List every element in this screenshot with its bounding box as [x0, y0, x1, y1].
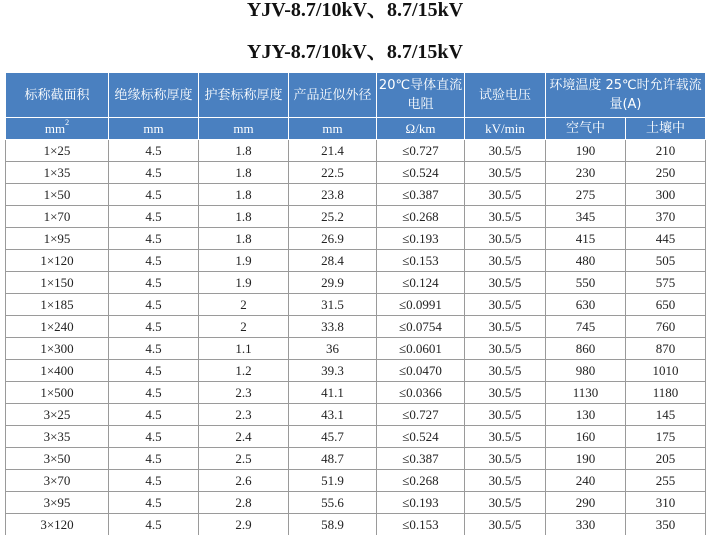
cell-diameter: 26.9 [289, 228, 377, 250]
cell-ampacity-air: 415 [546, 228, 626, 250]
cell-ampacity-air: 130 [546, 404, 626, 426]
cell-voltage: 30.5/5 [465, 470, 546, 492]
cell-ampacity-soil: 350 [626, 514, 706, 536]
cell-insulation: 4.5 [109, 162, 199, 184]
cell-sheath: 2.5 [199, 448, 289, 470]
cell-area: 1×300 [6, 338, 109, 360]
cell-sheath: 1.1 [199, 338, 289, 360]
cell-sheath: 1.8 [199, 184, 289, 206]
table-row [6, 448, 706, 470]
cell-area: 1×25 [6, 140, 109, 162]
cell-sheath: 2.8 [199, 492, 289, 514]
cell-ampacity-soil: 870 [626, 338, 706, 360]
cell-resistance: ≤0.524 [377, 426, 465, 448]
table-row [6, 206, 706, 228]
cell-diameter: 36 [289, 338, 377, 360]
table-row [6, 404, 706, 426]
header-diameter: 产品近似外径 [289, 73, 377, 118]
cell-insulation: 4.5 [109, 338, 199, 360]
cell-ampacity-soil: 370 [626, 206, 706, 228]
cell-ampacity-soil: 1180 [626, 382, 706, 404]
cell-voltage: 30.5/5 [465, 140, 546, 162]
cell-resistance: ≤0.0991 [377, 294, 465, 316]
cell-resistance: ≤0.727 [377, 140, 465, 162]
cell-ampacity-air: 290 [546, 492, 626, 514]
cell-diameter: 43.1 [289, 404, 377, 426]
header-row [6, 73, 706, 118]
header-area: 标称截面积 [6, 73, 109, 118]
cell-ampacity-soil: 175 [626, 426, 706, 448]
table-row [6, 492, 706, 514]
unit-voltage: kV/min [465, 118, 546, 140]
cell-insulation: 4.5 [109, 206, 199, 228]
cell-voltage: 30.5/5 [465, 162, 546, 184]
cell-insulation: 4.5 [109, 492, 199, 514]
table-row [6, 382, 706, 404]
cell-voltage: 30.5/5 [465, 448, 546, 470]
cell-area: 3×25 [6, 404, 109, 426]
cell-resistance: ≤0.0754 [377, 316, 465, 338]
cell-sheath: 2.6 [199, 470, 289, 492]
unit-resistance: Ω/km [377, 118, 465, 140]
unit-sheath: mm [199, 118, 289, 140]
header-resistance: 20℃导体直流电阻 [377, 73, 465, 118]
table-body [6, 140, 706, 536]
cell-sheath: 1.2 [199, 360, 289, 382]
cell-ampacity-soil: 300 [626, 184, 706, 206]
cell-resistance: ≤0.387 [377, 448, 465, 470]
cell-diameter: 23.8 [289, 184, 377, 206]
table-row [6, 250, 706, 272]
cell-voltage: 30.5/5 [465, 426, 546, 448]
cell-area: 1×70 [6, 206, 109, 228]
header-voltage: 试验电压 [465, 73, 546, 118]
cell-ampacity-soil: 650 [626, 294, 706, 316]
cell-voltage: 30.5/5 [465, 316, 546, 338]
cell-diameter: 51.9 [289, 470, 377, 492]
cell-insulation: 4.5 [109, 470, 199, 492]
cell-resistance: ≤0.524 [377, 162, 465, 184]
cell-resistance: ≤0.727 [377, 404, 465, 426]
cell-voltage: 30.5/5 [465, 492, 546, 514]
cell-area: 1×120 [6, 250, 109, 272]
table-row [6, 316, 706, 338]
header-insulation: 绝缘标称厚度 [109, 73, 199, 118]
cell-resistance: ≤0.153 [377, 514, 465, 536]
cell-diameter: 28.4 [289, 250, 377, 272]
unit-soil: 土壤中 [626, 118, 706, 140]
cell-ampacity-air: 550 [546, 272, 626, 294]
cell-ampacity-soil: 505 [626, 250, 706, 272]
cell-ampacity-air: 190 [546, 140, 626, 162]
cell-area: 3×35 [6, 426, 109, 448]
cell-resistance: ≤0.0601 [377, 338, 465, 360]
cell-insulation: 4.5 [109, 294, 199, 316]
unit-area-sup: 2 [65, 118, 70, 127]
cell-sheath: 1.8 [199, 206, 289, 228]
cell-ampacity-air: 275 [546, 184, 626, 206]
cell-area: 1×185 [6, 294, 109, 316]
cell-diameter: 45.7 [289, 426, 377, 448]
cell-resistance: ≤0.268 [377, 206, 465, 228]
cell-area: 1×240 [6, 316, 109, 338]
cell-ampacity-air: 160 [546, 426, 626, 448]
cell-ampacity-air: 330 [546, 514, 626, 536]
table-row [6, 228, 706, 250]
cell-ampacity-air: 745 [546, 316, 626, 338]
cell-ampacity-air: 980 [546, 360, 626, 382]
cell-diameter: 33.8 [289, 316, 377, 338]
cell-insulation: 4.5 [109, 404, 199, 426]
title-yjy: YJY-8.7/10kV、8.7/15kV [247, 41, 463, 63]
cell-insulation: 4.5 [109, 360, 199, 382]
cell-area: 1×50 [6, 184, 109, 206]
cell-diameter: 29.9 [289, 272, 377, 294]
cell-ampacity-soil: 250 [626, 162, 706, 184]
header-ampacity: 环境温度 25℃时允许载流量(A) [546, 73, 706, 118]
cell-sheath: 1.9 [199, 272, 289, 294]
title-yjv: YJV-8.7/10kV、8.7/15kV [246, 0, 464, 21]
cell-ampacity-air: 860 [546, 338, 626, 360]
cell-diameter: 48.7 [289, 448, 377, 470]
cell-sheath: 2.4 [199, 426, 289, 448]
header-sheath: 护套标称厚度 [199, 73, 289, 118]
cell-diameter: 25.2 [289, 206, 377, 228]
cell-insulation: 4.5 [109, 140, 199, 162]
cell-sheath: 2.3 [199, 404, 289, 426]
cell-diameter: 41.1 [289, 382, 377, 404]
cell-insulation: 4.5 [109, 448, 199, 470]
cable-spec-table [5, 72, 706, 535]
cell-sheath: 1.8 [199, 162, 289, 184]
cell-voltage: 30.5/5 [465, 250, 546, 272]
cell-ampacity-soil: 445 [626, 228, 706, 250]
cell-insulation: 4.5 [109, 382, 199, 404]
table-row [6, 162, 706, 184]
cell-voltage: 30.5/5 [465, 382, 546, 404]
cell-sheath: 2 [199, 316, 289, 338]
cell-insulation: 4.5 [109, 316, 199, 338]
cell-insulation: 4.5 [109, 426, 199, 448]
cell-area: 1×400 [6, 360, 109, 382]
cell-resistance: ≤0.193 [377, 228, 465, 250]
cell-resistance: ≤0.0470 [377, 360, 465, 382]
cell-diameter: 22.5 [289, 162, 377, 184]
cell-area: 1×150 [6, 272, 109, 294]
cell-sheath: 2.3 [199, 382, 289, 404]
cell-ampacity-air: 240 [546, 470, 626, 492]
table-row [6, 294, 706, 316]
cell-insulation: 4.5 [109, 228, 199, 250]
cell-area: 3×120 [6, 514, 109, 536]
cell-area: 3×95 [6, 492, 109, 514]
cell-resistance: ≤0.0366 [377, 382, 465, 404]
cell-ampacity-air: 480 [546, 250, 626, 272]
cell-diameter: 31.5 [289, 294, 377, 316]
cell-ampacity-soil: 145 [626, 404, 706, 426]
cell-voltage: 30.5/5 [465, 272, 546, 294]
cell-sheath: 1.8 [199, 228, 289, 250]
cell-resistance: ≤0.153 [377, 250, 465, 272]
table-row [6, 514, 706, 536]
cell-diameter: 21.4 [289, 140, 377, 162]
cell-voltage: 30.5/5 [465, 514, 546, 536]
cell-ampacity-soil: 760 [626, 316, 706, 338]
table-row [6, 140, 706, 162]
cell-voltage: 30.5/5 [465, 360, 546, 382]
cell-ampacity-air: 230 [546, 162, 626, 184]
cell-voltage: 30.5/5 [465, 206, 546, 228]
cell-voltage: 30.5/5 [465, 184, 546, 206]
cell-area: 1×35 [6, 162, 109, 184]
cell-area: 3×50 [6, 448, 109, 470]
cell-resistance: ≤0.124 [377, 272, 465, 294]
cell-ampacity-air: 1130 [546, 382, 626, 404]
unit-area [6, 118, 109, 140]
cell-resistance: ≤0.268 [377, 470, 465, 492]
table-row [6, 360, 706, 382]
cell-ampacity-soil: 310 [626, 492, 706, 514]
cell-area: 3×70 [6, 470, 109, 492]
unit-area-base: mm [44, 121, 66, 136]
cell-voltage: 30.5/5 [465, 294, 546, 316]
cell-voltage: 30.5/5 [465, 404, 546, 426]
cell-diameter: 58.9 [289, 514, 377, 536]
cell-ampacity-soil: 210 [626, 140, 706, 162]
cell-ampacity-soil: 255 [626, 470, 706, 492]
unit-diameter: mm [289, 118, 377, 140]
cell-ampacity-soil: 575 [626, 272, 706, 294]
cell-insulation: 4.5 [109, 514, 199, 536]
table-row [6, 426, 706, 448]
cell-insulation: 4.5 [109, 250, 199, 272]
cell-insulation: 4.5 [109, 184, 199, 206]
cell-area: 1×500 [6, 382, 109, 404]
cell-sheath: 1.9 [199, 250, 289, 272]
table-row [6, 470, 706, 492]
cell-resistance: ≤0.387 [377, 184, 465, 206]
table-row [6, 272, 706, 294]
cell-voltage: 30.5/5 [465, 338, 546, 360]
cell-resistance: ≤0.193 [377, 492, 465, 514]
cell-ampacity-air: 345 [546, 206, 626, 228]
cell-sheath: 1.8 [199, 140, 289, 162]
table-row [6, 184, 706, 206]
table-row [6, 338, 706, 360]
cell-insulation: 4.5 [109, 272, 199, 294]
cell-diameter: 39.3 [289, 360, 377, 382]
cell-sheath: 2 [199, 294, 289, 316]
cell-ampacity-soil: 1010 [626, 360, 706, 382]
unit-air: 空气中 [546, 118, 626, 140]
cell-ampacity-soil: 205 [626, 448, 706, 470]
unit-insulation: mm [109, 118, 199, 140]
cell-sheath: 2.9 [199, 514, 289, 536]
cell-diameter: 55.6 [289, 492, 377, 514]
cell-voltage: 30.5/5 [465, 228, 546, 250]
cell-area: 1×95 [6, 228, 109, 250]
cell-ampacity-air: 190 [546, 448, 626, 470]
unit-row [6, 118, 706, 140]
cell-ampacity-air: 630 [546, 294, 626, 316]
